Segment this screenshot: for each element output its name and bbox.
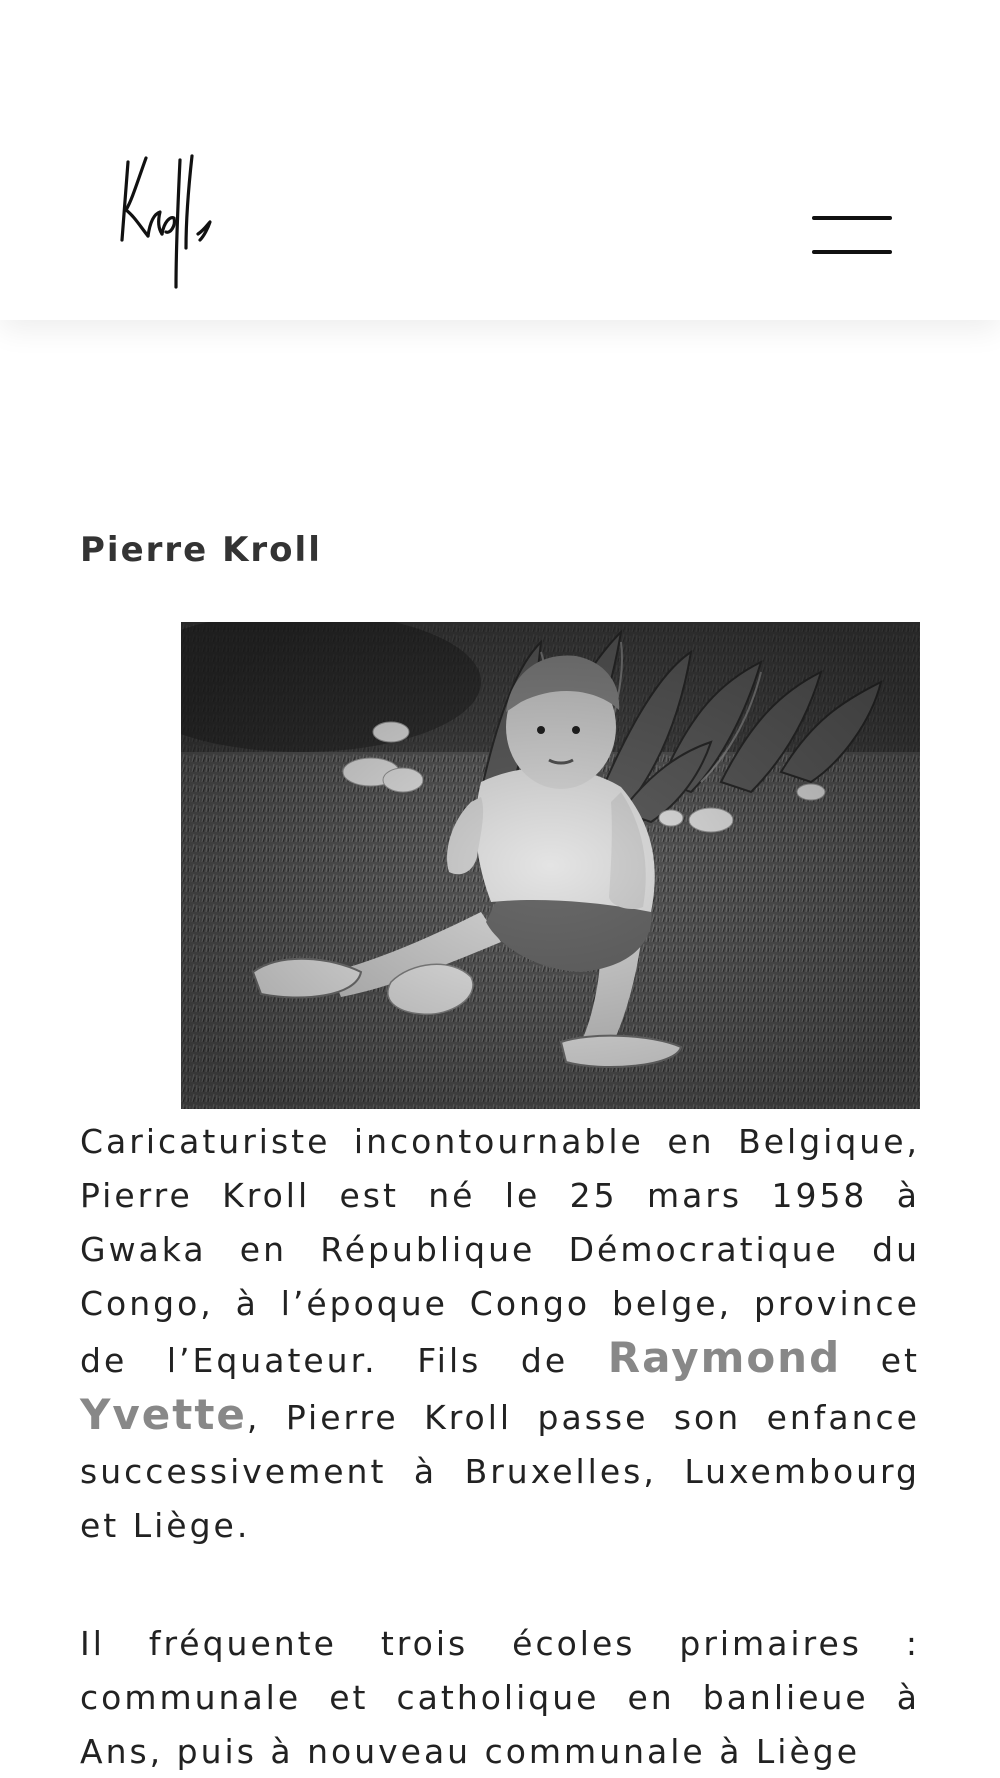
childhood-photo [181,622,920,1109]
bio-text-part1: Caricaturiste incontournable en Belgique, Pierre Kroll est né le 25 mars 1958 à Gwaka en République Démocratique du Congo, à l’époque Congo belge, province de l’Equateur. Fils de [80,1122,920,1380]
signature-logo-icon [118,152,218,292]
bio-text-part2: et [841,1341,920,1380]
menu-button[interactable] [812,212,894,262]
link-raymond[interactable]: Raymond [607,1333,842,1382]
signature-logo[interactable] [118,152,218,292]
hamburger-menu-icon-bar-bottom [812,250,892,254]
site-header [0,0,1000,320]
link-yvette[interactable]: Yvette [80,1390,247,1439]
page-title: Pierre Kroll [80,530,322,570]
hamburger-menu-icon-bar-top [812,216,892,220]
childhood-photo-image [181,622,920,1109]
biography-paragraph-1 [80,1115,920,1553]
main-content [80,520,920,1778]
biography-paragraph-2: Il fréquente trois écoles primaires : communale et catholique en banlieue à Ans, puis à nouveau communale à Liège [80,1624,920,1771]
bio-text-part3: , Pierre Kroll passe son enfance successivement à Bruxelles, Luxembourg et Liège. [80,1398,920,1545]
